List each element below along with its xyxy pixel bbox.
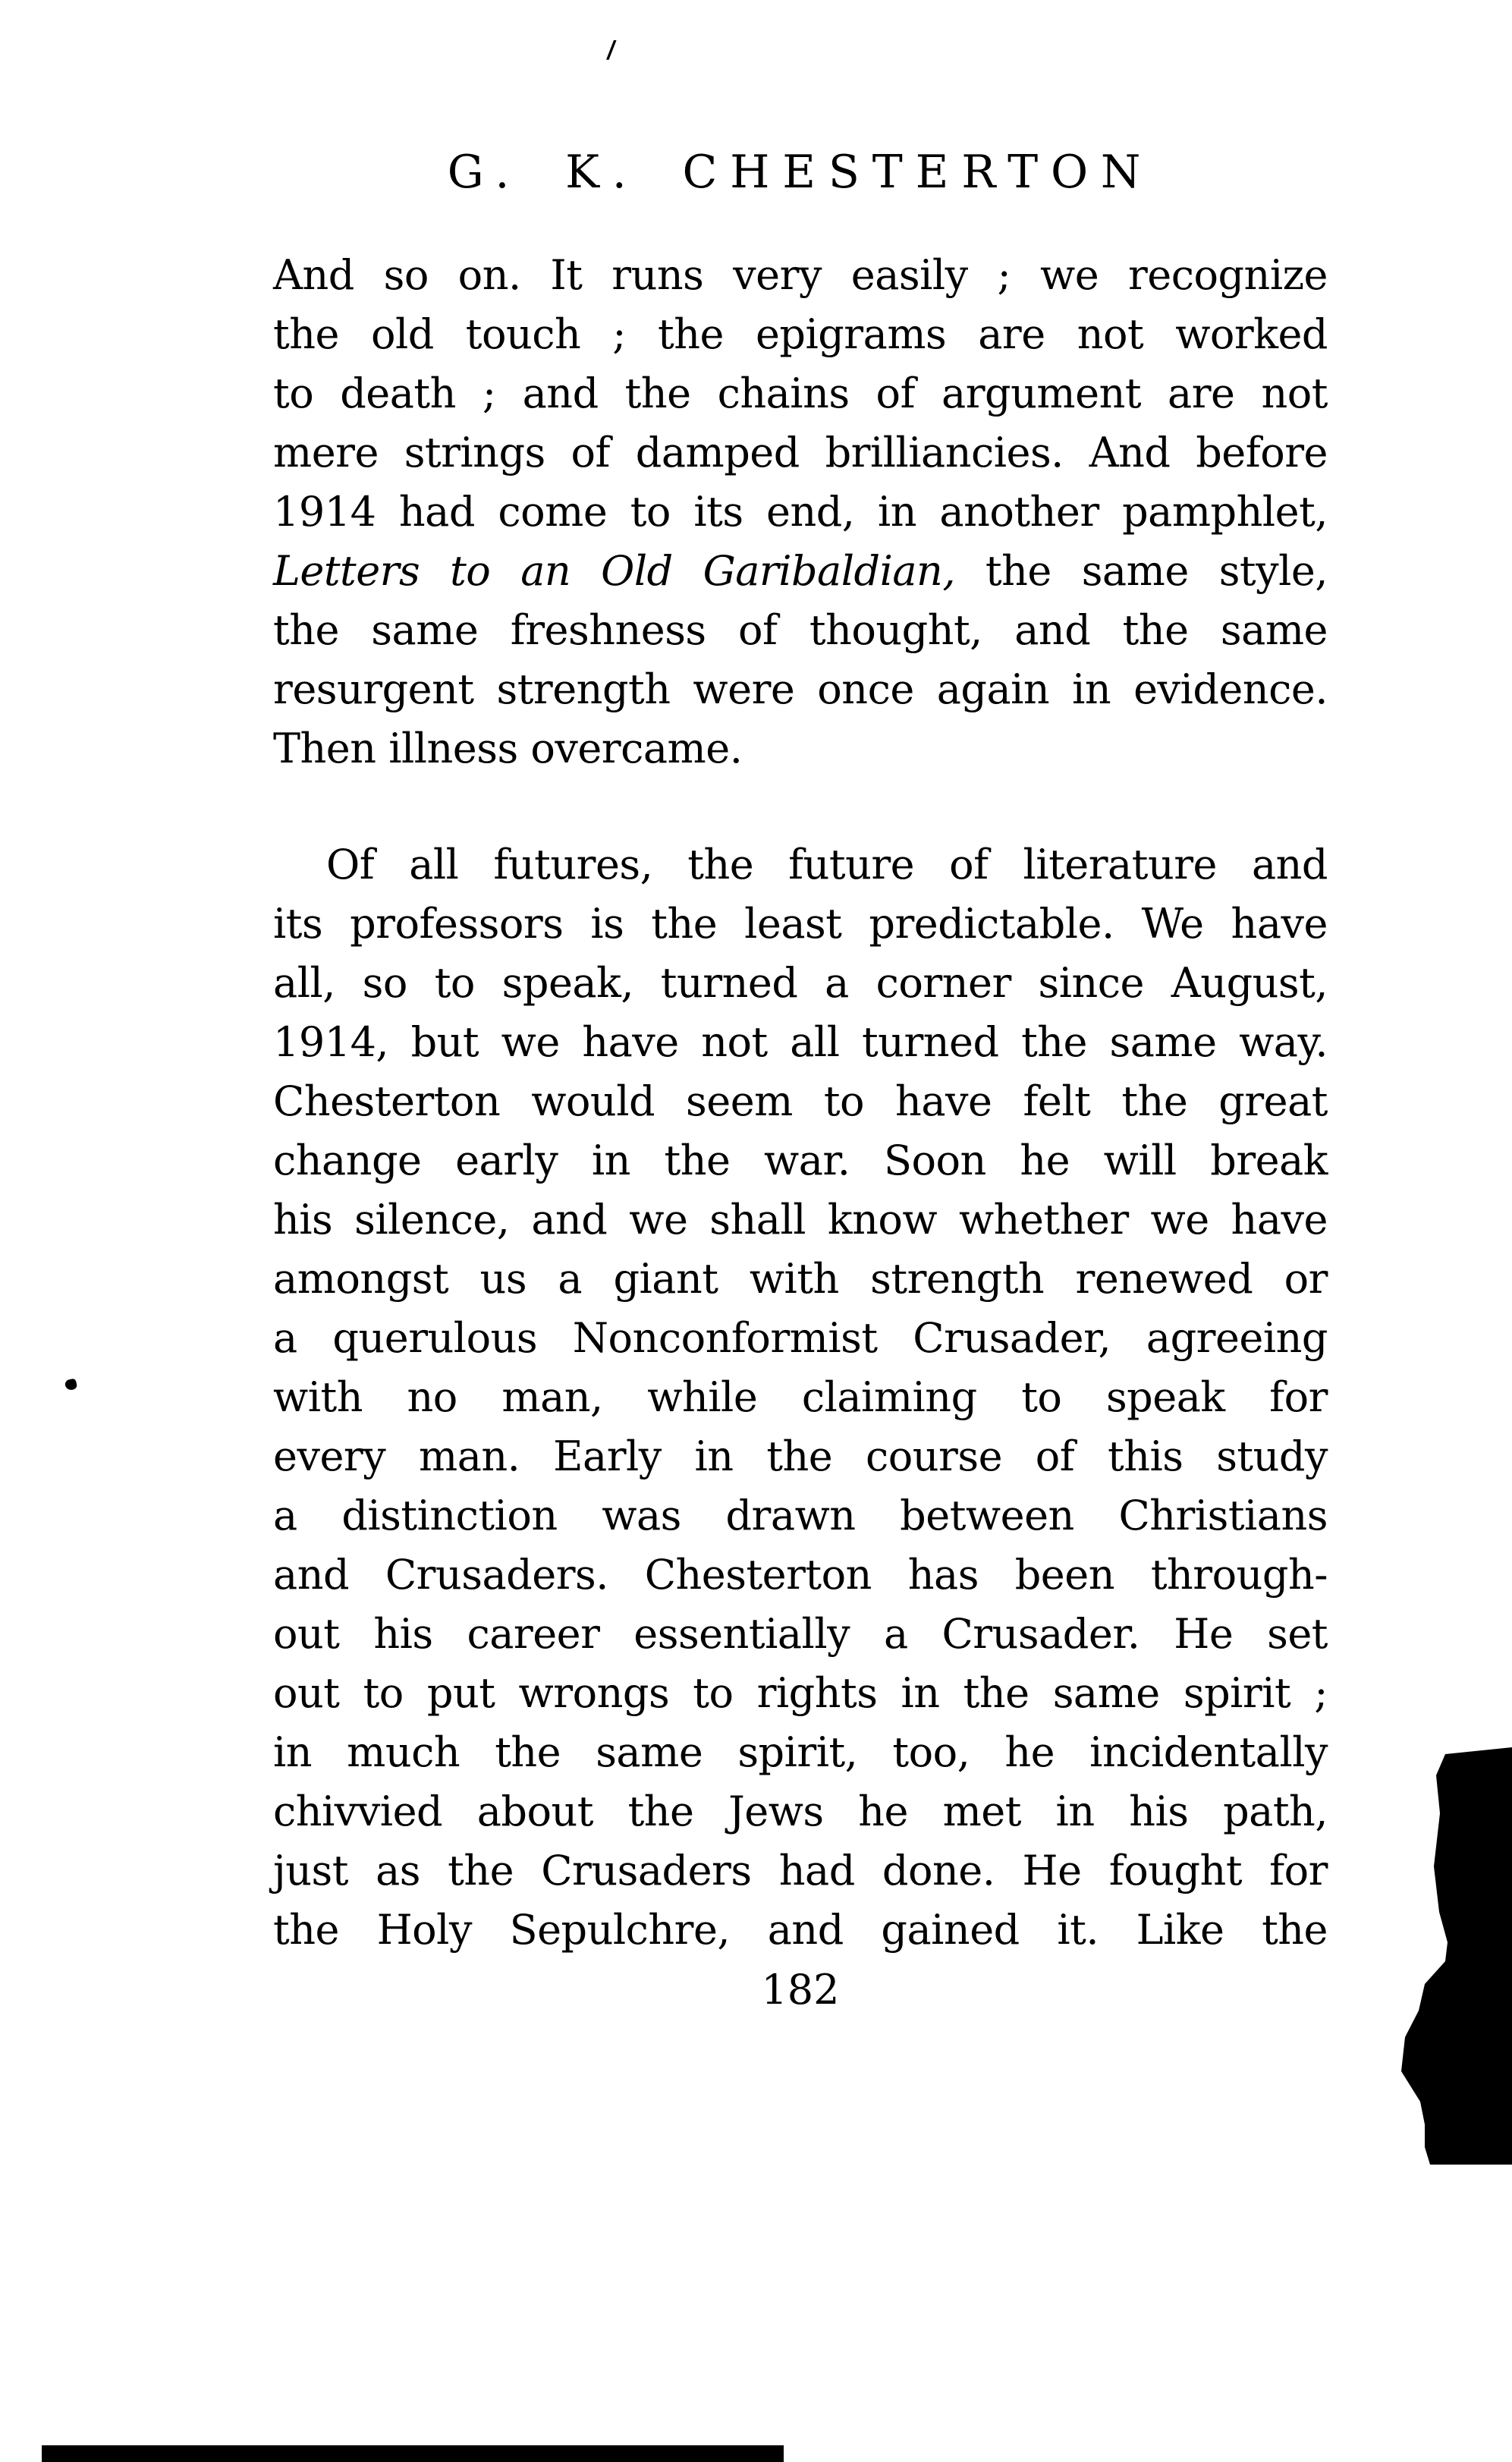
body-line: mere strings of damped brilliancies. And before (273, 429, 1328, 476)
body-line: to death ; and the chains of argument are not (273, 369, 1328, 417)
body-line: just as the Crusaders had done. He fought for (273, 1847, 1328, 1894)
body-line: a distinction was drawn between Christians (273, 1492, 1328, 1539)
book-title-italic: Letters to an Old Garibaldian, (273, 547, 955, 595)
body-line: amongst us a giant with strength renewed or (273, 1255, 1328, 1303)
paragraph-2 (273, 835, 1328, 1960)
body-line: And so on. It runs very easily ; we recognize (273, 251, 1328, 299)
body-line: resurgent strength were once again in evidence. (273, 665, 1328, 713)
body-line: all, so to speak, turned a corner since August, (273, 959, 1328, 1007)
body-line: its professors is the least predictable. We have (273, 900, 1328, 948)
page-number: 182 (761, 1966, 840, 2014)
body-line: and Crusaders. Chesterton has been through- (273, 1551, 1328, 1599)
body-line: his silence, and we shall know whether we have (273, 1196, 1328, 1244)
page-title: G. K. CHESTERTON (447, 146, 1154, 199)
body-line: Chesterton would seem to have felt the great (273, 1077, 1328, 1125)
body-line: chivvied about the Jews he met in his path, (273, 1788, 1328, 1835)
margin-ink-spot (64, 1379, 78, 1391)
body-line: the old touch ; the epigrams are not worked (273, 310, 1328, 358)
body-line (273, 542, 1328, 601)
body-line: a querulous Nonconformist Crusader, agreeing (273, 1314, 1328, 1362)
paragraph-1 (273, 246, 1328, 778)
right-edge-ink-blob (1396, 1741, 1512, 2168)
body-line: 1914, but we have not all turned the same way. (273, 1018, 1328, 1066)
body-line: with no man, while claiming to speak for (273, 1373, 1328, 1421)
body-line: 1914 had come to its end, in another pamphlet, (273, 488, 1328, 536)
body-line: change early in the war. Soon he will break (273, 1137, 1328, 1184)
body-line: out his career essentially a Crusader. He set (273, 1610, 1328, 1658)
body-line: in much the same spirit, too, he incidentally (273, 1728, 1328, 1776)
bottom-edge-ink-bar (42, 2445, 784, 2462)
body-line: every man. Early in the course of this study (273, 1432, 1328, 1480)
body-line: the Holy Sepulchre, and gained it. Like the (273, 1906, 1328, 1954)
body-line: Of all futures, the future of literature and (326, 841, 1328, 888)
body-line-fragment: the same style, (955, 547, 1328, 595)
body-line: out to put wrongs to rights in the same spirit ; (273, 1669, 1328, 1717)
stray-slash-mark: / (605, 34, 617, 64)
body-line: the same freshness of thought, and the same (273, 606, 1328, 654)
body-line: Then illness overcame. (273, 725, 743, 772)
